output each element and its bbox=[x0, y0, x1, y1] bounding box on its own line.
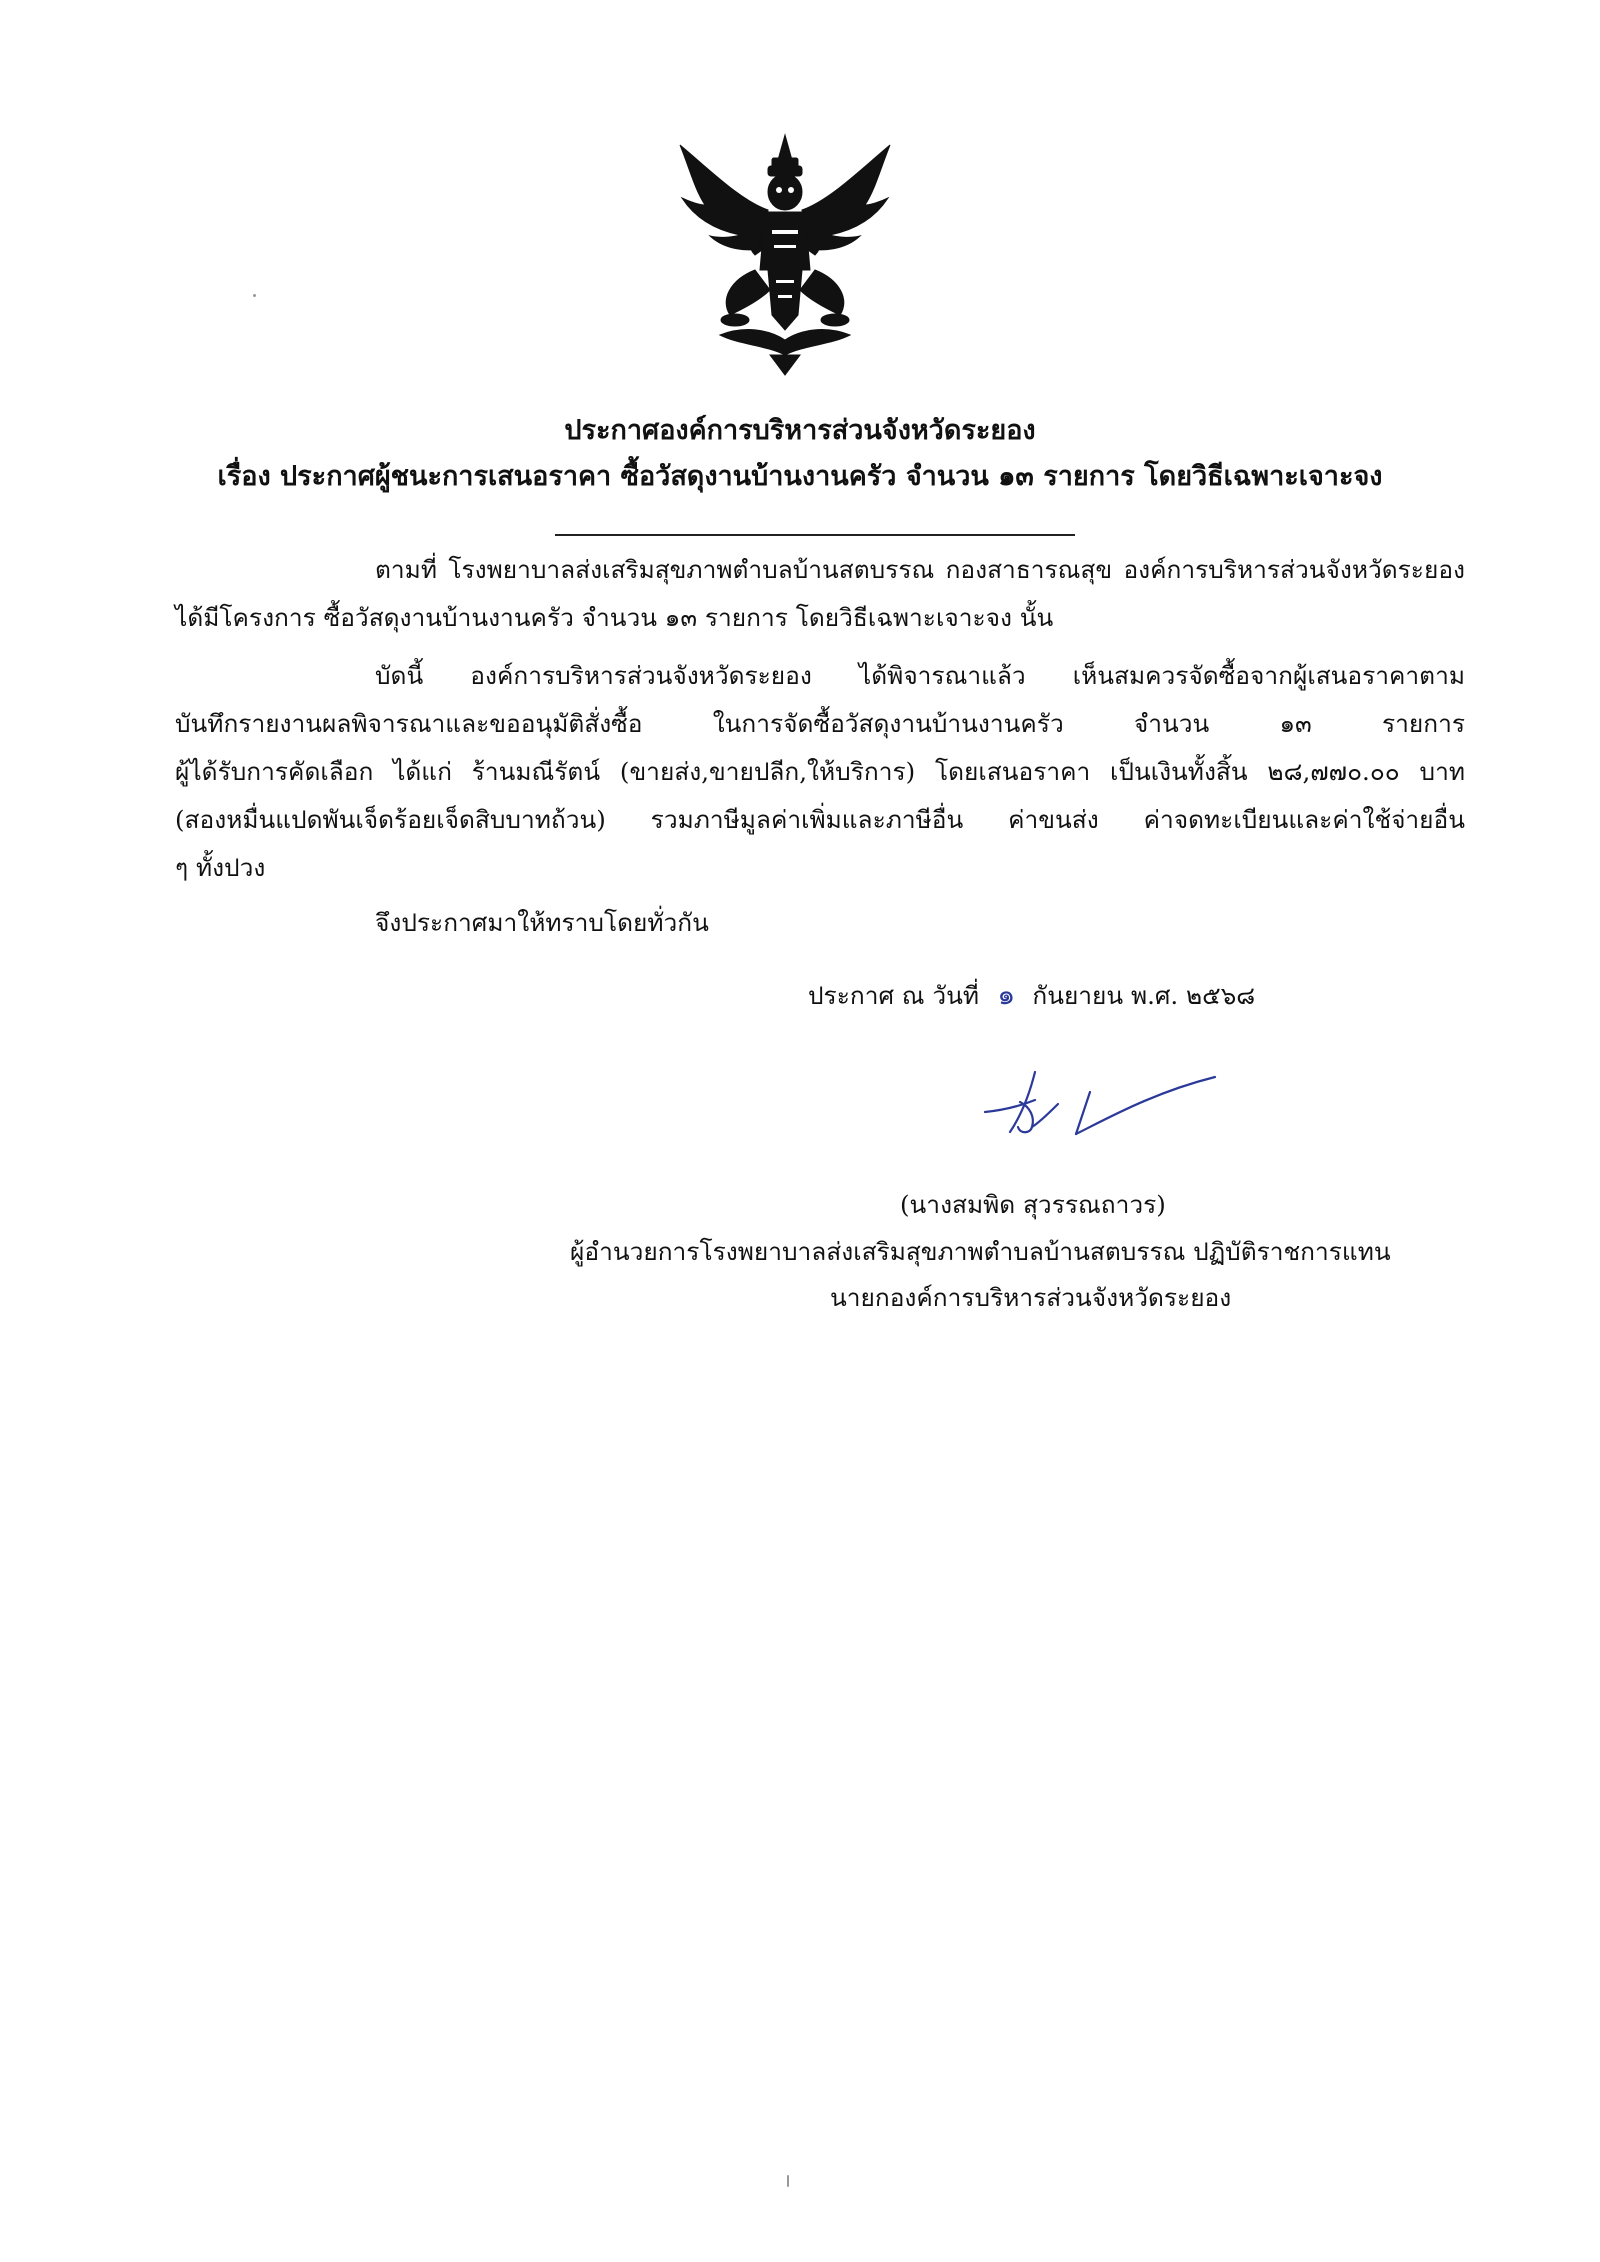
handwritten-signature-icon bbox=[980, 1062, 1220, 1152]
title-divider bbox=[555, 534, 1075, 536]
document-subject: เรื่อง ประกาศผู้ชนะการเสนอราคา ซื้อวัสดุงานบ้านงานครัว จำนวน ๑๓ รายการ โดยวิธีเฉพาะเจาะจง bbox=[217, 461, 1383, 492]
document-title: ประกาศองค์การบริหารส่วนจังหวัดระยอง bbox=[564, 415, 1036, 446]
signatory-name: (นางสมพิด สุวรรณถาวร) bbox=[900, 1190, 1166, 1219]
closing-line: จึงประกาศมาให้ทราบโดยทั่วกัน bbox=[375, 908, 709, 937]
body-line-5: ผู้ได้รับการคัดเลือก ได้แก่ ร้านมณีรัตน์ (ขายส่ง,ขายปลีก,ให้บริการ) โดยเสนอราคา เป็นเงินทั้งสิ้น ๒๘,๗๗๐.๐๐ บาท bbox=[175, 757, 1465, 786]
body-line-7: ๆ ทั้งปวง bbox=[175, 853, 266, 882]
garuda-emblem-icon bbox=[660, 130, 910, 380]
scan-speck bbox=[253, 294, 256, 297]
body-line-4: บันทึกรายงานผลพิจารณาและขออนุมัติสั่งซื้อ ในการจัดซื้อวัสดุงานบ้านงานครัว จำนวน ๑๓ รายการ bbox=[175, 709, 1465, 738]
date-day: ๑ bbox=[994, 976, 1017, 1013]
date-month-year: กันยายน พ.ศ. ๒๕๖๘ bbox=[1032, 981, 1256, 1010]
body-line-1: ตามที่ โรงพยาบาลส่งเสริมสุขภาพตำบลบ้านสตบรรณ กองสาธารณสุข องค์การบริหารส่วนจังหวัดระยอง bbox=[375, 555, 1465, 584]
date-prefix: ประกาศ ณ วันที่ bbox=[808, 981, 979, 1010]
body-line-2: ได้มีโครงการ ซื้อวัสดุงานบ้านงานครัว จำนวน ๑๓ รายการ โดยวิธีเฉพาะเจาะจง นั้น bbox=[175, 603, 1054, 632]
signatory-position-2: นายกองค์การบริหารส่วนจังหวัดระยอง bbox=[830, 1283, 1232, 1312]
body-line-6: (สองหมื่นแปดพันเจ็ดร้อยเจ็ดสิบบาทถ้วน) รวมภาษีมูลค่าเพิ่มและภาษีอื่น ค่าขนส่ง ค่าจดทะเบียนและค่าใช้จ่ายอื่น bbox=[175, 805, 1465, 834]
body-line-3: บัดนี้ องค์การบริหารส่วนจังหวัดระยอง ได้พิจารณาแล้ว เห็นสมควรจัดซื้อจากผู้เสนอราคาตาม bbox=[375, 661, 1465, 690]
signatory-position: ผู้อำนวยการโรงพยาบาลส่งเสริมสุขภาพตำบลบ้านสตบรรณ ปฏิบัติราชการแทน bbox=[570, 1237, 1391, 1266]
scan-speck bbox=[787, 2175, 789, 2187]
announcement-date bbox=[808, 973, 1255, 1017]
